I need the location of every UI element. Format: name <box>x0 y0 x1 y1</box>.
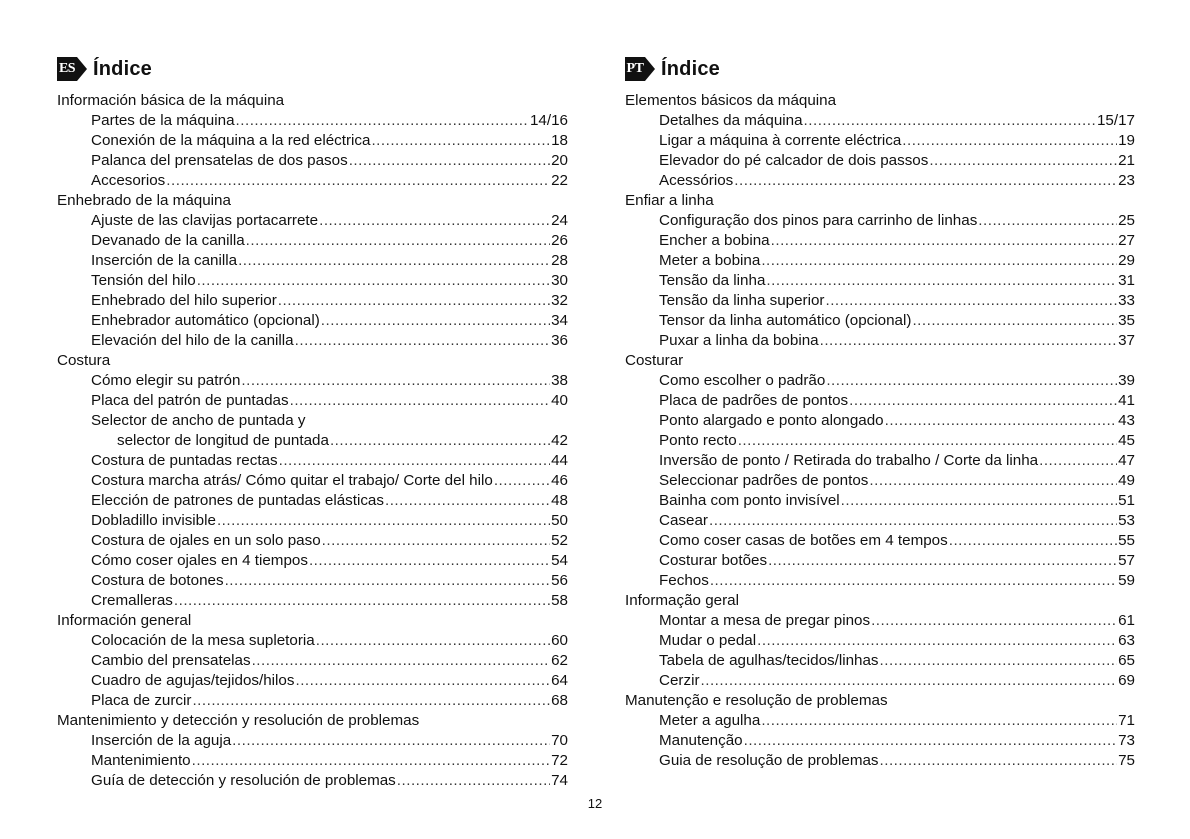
toc-entry <box>625 211 1135 231</box>
toc-entry-label: Costura de ojales en un solo paso <box>91 532 321 549</box>
toc-entry <box>57 491 568 511</box>
toc-dot-leader <box>869 471 1117 491</box>
toc-page-number: 42 <box>551 432 568 449</box>
toc-dot-leader <box>761 251 1117 271</box>
toc-page-number: 63 <box>1118 632 1135 649</box>
toc-entry <box>625 111 1135 131</box>
toc-page-number: 74 <box>551 772 568 789</box>
toc-dot-leader <box>757 631 1117 651</box>
toc-entry-label: Placa del patrón de puntadas <box>91 392 289 409</box>
toc-page-number: 75 <box>1118 752 1135 769</box>
toc-dot-leader <box>825 291 1117 311</box>
toc-entry <box>625 231 1135 251</box>
toc-entry <box>57 151 568 171</box>
toc-page-number: 43 <box>1118 412 1135 429</box>
toc-entry <box>57 731 568 751</box>
toc-dot-leader <box>885 411 1117 431</box>
toc-page-number: 69 <box>1118 672 1135 689</box>
toc-page-number: 45 <box>1118 432 1135 449</box>
toc-page-number: 15/17 <box>1096 112 1135 129</box>
toc-dot-leader <box>949 531 1117 551</box>
toc-entry-label: Conexión de la máquina a la red eléctrica <box>91 132 371 149</box>
toc-entry-label: Como escolher o padrão <box>659 372 826 389</box>
toc-entry <box>57 231 568 251</box>
toc-entry <box>57 571 568 591</box>
toc-page-number: 73 <box>1118 732 1135 749</box>
toc-entry-label: Tensión del hilo <box>91 272 196 289</box>
toc-dot-leader <box>322 531 550 551</box>
toc-entry-label: Bainha com ponto invisível <box>659 492 840 509</box>
toc-entry <box>57 371 568 391</box>
toc-page-number: 37 <box>1118 332 1135 349</box>
toc-entry <box>625 731 1135 751</box>
toc-dot-leader <box>709 511 1117 531</box>
toc-entry-label: Ajuste de las clavijas portacarrete <box>91 212 319 229</box>
toc-entry-label: Fechos <box>659 572 709 589</box>
toc-page-number: 60 <box>551 632 568 649</box>
toc-section-heading: Información básica de la máquina <box>57 92 285 109</box>
toc-entry <box>625 251 1135 271</box>
toc-entry-label: Cómo coser ojales en 4 tiempos <box>91 552 308 569</box>
toc-entry-label: Inversão de ponto / Retirada do trabalho / Corte da linha <box>659 452 1039 469</box>
toc-entry <box>625 311 1135 331</box>
toc-entry-label: Inserción de la aguja <box>91 732 232 749</box>
toc-section-heading: Costurar <box>625 352 684 369</box>
toc-entry <box>57 651 568 671</box>
toc-page-number: 40 <box>551 392 568 409</box>
toc-entry-label: Meter a agulha <box>659 712 761 729</box>
toc-entry <box>57 411 568 431</box>
toc-dot-leader <box>929 151 1117 171</box>
toc-dot-leader <box>321 311 550 331</box>
toc-entry <box>625 651 1135 671</box>
toc-entry-label: Colocación de la mesa supletoria <box>91 632 315 649</box>
toc-page-number: 47 <box>1118 452 1135 469</box>
toc-dot-leader <box>192 751 550 771</box>
toc-dot-leader <box>192 691 550 711</box>
toc-dot-leader <box>316 631 550 651</box>
toc-title-pt: Índice <box>661 57 720 80</box>
toc-section-heading: Mantenimiento y detección y resolución de problemas <box>57 712 420 729</box>
toc-entry-label: Cómo elegir su patrón <box>91 372 241 389</box>
toc-entry-label: Elevación del hilo de la canilla <box>91 332 294 349</box>
toc-page-number: 29 <box>1118 252 1135 269</box>
toc-entry-label: Enhebrado del hilo superior <box>91 292 277 309</box>
toc-dot-leader <box>225 571 551 591</box>
toc-entry <box>625 671 1135 691</box>
toc-dot-leader <box>761 711 1117 731</box>
toc-entry-label: Configuração dos pinos para carrinho de linhas <box>659 212 978 229</box>
toc-dot-leader <box>232 731 550 751</box>
toc-dot-leader <box>278 291 550 311</box>
toc-entry-label: Meter a bobina <box>659 252 761 269</box>
toc-page-number: 33 <box>1118 292 1135 309</box>
toc-dot-leader <box>174 591 550 611</box>
toc-entry-label: Palanca del prensatelas de dos pasos <box>91 152 348 169</box>
pt-language-badge: PT <box>625 57 645 81</box>
toc-entry-label: Mudar o pedal <box>659 632 757 649</box>
toc-page-number: 46 <box>551 472 568 489</box>
toc-page-number: 22 <box>551 172 568 189</box>
toc-dot-leader <box>744 731 1118 751</box>
toc-entry <box>57 291 568 311</box>
toc-entry-label: Ponto alargado e ponto alongado <box>659 412 884 429</box>
toc-page-number: 62 <box>551 652 568 669</box>
toc-page-number: 27 <box>1118 232 1135 249</box>
toc-entry-label: Montar a mesa de pregar pinos <box>659 612 871 629</box>
toc-page-number: 18 <box>551 132 568 149</box>
toc-entry-label: Detalhes da máquina <box>659 112 803 129</box>
toc-page-number: 32 <box>551 292 568 309</box>
toc-entry <box>625 551 1135 571</box>
toc-entry <box>57 311 568 331</box>
toc-page-number: 50 <box>551 512 568 529</box>
toc-entry <box>57 511 568 531</box>
toc-entry-label: Partes de la máquina <box>91 112 235 129</box>
toc-dot-leader <box>1039 451 1117 471</box>
toc-dot-leader <box>309 551 550 571</box>
toc-entry-label: Guia de resolução de problemas <box>659 752 879 769</box>
toc-dot-leader <box>246 231 550 251</box>
toc-list-pt <box>625 91 1135 771</box>
toc-title-es: Índice <box>93 57 152 80</box>
toc-dot-leader <box>734 171 1117 191</box>
toc-dot-leader <box>252 651 551 671</box>
toc-dot-leader <box>880 651 1118 671</box>
toc-entry-label: Tensor da linha automático (opcional) <box>659 312 912 329</box>
toc-entry-label: Placa de zurcir <box>91 692 192 709</box>
toc-dot-leader <box>349 151 550 171</box>
toc-entry-label: Seleccionar padrões de pontos <box>659 472 869 489</box>
toc-entry-label: Cambio del prensatelas <box>91 652 251 669</box>
toc-entry <box>625 131 1135 151</box>
toc-page-number: 68 <box>551 692 568 709</box>
toc-entry <box>625 451 1135 471</box>
toc-entry-label: Como coser casas de botões em 4 tempos <box>659 532 948 549</box>
toc-page-number: 52 <box>551 532 568 549</box>
toc-entry-label: Accesorios <box>91 172 166 189</box>
page-number: 12 <box>587 796 603 811</box>
toc-list-es <box>57 91 568 791</box>
toc-entry-label: Tensão da linha superior <box>659 292 825 309</box>
toc-dot-leader <box>166 171 550 191</box>
toc-entry <box>57 771 568 791</box>
toc-page-number: 14/16 <box>529 112 568 129</box>
toc-header-es <box>57 55 568 83</box>
toc-entry-label: Tabela de agulhas/tecidos/linhas <box>659 652 879 669</box>
toc-entry <box>57 591 568 611</box>
toc-entry-label: Encher a bobina <box>659 232 770 249</box>
toc-entry <box>57 631 568 651</box>
toc-entry <box>625 511 1135 531</box>
toc-dot-leader <box>295 331 550 351</box>
toc-entry <box>57 331 568 351</box>
toc-dot-leader <box>217 511 550 531</box>
toc-entry-label: Ligar a máquina à corrente eléctrica <box>659 132 902 149</box>
toc-dot-leader <box>771 231 1117 251</box>
toc-entry <box>57 391 568 411</box>
toc-entry-label: Cremalleras <box>91 592 173 609</box>
toc-entry-label: Puxar a linha da bobina <box>659 332 819 349</box>
toc-dot-leader <box>710 571 1117 591</box>
toc-entry <box>625 431 1135 451</box>
toc-page-number: 51 <box>1118 492 1135 509</box>
toc-entry-label: Costurar botões <box>659 552 768 569</box>
toc-dot-leader <box>290 391 551 411</box>
toc-entry <box>625 571 1135 591</box>
toc-section-heading: Informação geral <box>625 592 739 609</box>
toc-entry <box>625 331 1135 351</box>
toc-page-number: 59 <box>1118 572 1135 589</box>
toc-dot-leader <box>330 431 550 451</box>
toc-page-number: 20 <box>551 152 568 169</box>
toc-entry <box>625 271 1135 291</box>
toc-page-number: 48 <box>551 492 568 509</box>
toc-entry-label: Acessórios <box>659 172 734 189</box>
toc-section-heading: Enfiar a linha <box>625 192 714 209</box>
toc-page-number: 25 <box>1118 212 1135 229</box>
toc-page-number: 35 <box>1118 312 1135 329</box>
toc-dot-leader <box>804 111 1096 131</box>
toc-dot-leader <box>849 391 1117 411</box>
toc-page-number: 30 <box>551 272 568 289</box>
toc-page-number: 24 <box>551 212 568 229</box>
toc-entry-label: Ponto recto <box>659 432 737 449</box>
toc-page-number: 61 <box>1118 612 1135 629</box>
toc-dot-leader <box>279 451 551 471</box>
toc-entry-label: Devanado de la canilla <box>91 232 245 249</box>
toc-page-number: 36 <box>551 332 568 349</box>
toc-dot-leader <box>319 211 550 231</box>
toc-page-number: 58 <box>551 592 568 609</box>
toc-entry-label: Enhebrador automático (opcional) <box>91 312 320 329</box>
toc-dot-leader <box>241 371 550 391</box>
toc-page-number: 49 <box>1118 472 1135 489</box>
toc-dot-leader <box>841 491 1117 511</box>
toc-dot-leader <box>902 131 1117 151</box>
toc-page-number: 28 <box>551 252 568 269</box>
toc-page-number: 70 <box>551 732 568 749</box>
toc-dot-leader <box>880 751 1118 771</box>
toc-dot-leader <box>978 211 1117 231</box>
toc-entry-label: Elevador do pé calcador de dois passos <box>659 152 929 169</box>
toc-entry <box>625 411 1135 431</box>
toc-section-heading: Enhebrado de la máquina <box>57 192 231 209</box>
toc-entry <box>57 471 568 491</box>
toc-entry-label: Placa de padrões de pontos <box>659 392 849 409</box>
toc-section-heading: Costura <box>57 352 111 369</box>
toc-dot-leader <box>238 251 550 271</box>
toc-section-heading: Elementos básicos da máquina <box>625 92 837 109</box>
toc-column-es <box>57 55 568 791</box>
toc-dot-leader <box>766 271 1117 291</box>
toc-entry-label: Manutenção <box>659 732 743 749</box>
toc-entry <box>57 211 568 231</box>
toc-entry <box>57 271 568 291</box>
toc-entry-label: Elección de patrones de puntadas elásticas <box>91 492 384 509</box>
toc-entry <box>57 431 568 451</box>
toc-entry <box>57 691 568 711</box>
toc-entry-label: Selector de ancho de puntada y <box>91 412 306 429</box>
toc-entry <box>57 751 568 771</box>
toc-dot-leader <box>197 271 550 291</box>
toc-entry-label: Dobladillo invisible <box>91 512 216 529</box>
toc-dot-leader <box>385 491 550 511</box>
toc-dot-leader <box>738 431 1117 451</box>
toc-entry-label: Cerzir <box>659 672 700 689</box>
toc-section-heading: Manutenção e resolução de problemas <box>625 692 888 709</box>
toc-dot-leader <box>871 611 1117 631</box>
toc-entry-label: Costura de puntadas rectas <box>91 452 278 469</box>
toc-entry <box>625 531 1135 551</box>
toc-page-number: 44 <box>551 452 568 469</box>
toc-entry <box>625 151 1135 171</box>
toc-entry <box>57 251 568 271</box>
toc-entry-label: Cuadro de agujas/tejidos/hilos <box>91 672 295 689</box>
toc-dot-leader <box>768 551 1117 571</box>
toc-entry <box>625 371 1135 391</box>
toc-column-pt <box>625 55 1135 771</box>
toc-page-number: 39 <box>1118 372 1135 389</box>
toc-dot-leader <box>295 671 550 691</box>
toc-page-number: 31 <box>1118 272 1135 289</box>
toc-entry <box>625 491 1135 511</box>
toc-page-number: 21 <box>1118 152 1135 169</box>
toc-page-number: 53 <box>1118 512 1135 529</box>
toc-section-heading: Información general <box>57 612 192 629</box>
toc-page-number: 71 <box>1118 712 1135 729</box>
toc-entry-label: Costura marcha atrás/ Cómo quitar el trabajo/ Corte del hilo <box>91 472 493 489</box>
toc-page-number: 23 <box>1118 172 1135 189</box>
toc-entry <box>57 551 568 571</box>
toc-dot-leader <box>371 131 550 151</box>
toc-entry-label: Guía de detección y resolución de problemas <box>91 772 396 789</box>
toc-entry <box>625 711 1135 731</box>
toc-entry <box>625 631 1135 651</box>
toc-header-pt <box>625 55 1135 83</box>
toc-page-number: 72 <box>551 752 568 769</box>
toc-dot-leader <box>820 331 1118 351</box>
toc-page-number: 64 <box>551 672 568 689</box>
toc-dot-leader <box>701 671 1118 691</box>
toc-page-number: 19 <box>1118 132 1135 149</box>
toc-entry <box>57 171 568 191</box>
es-language-badge: ES <box>57 57 77 81</box>
toc-entry-label: Tensão da linha <box>659 272 766 289</box>
toc-page-number: 65 <box>1118 652 1135 669</box>
toc-page-number: 54 <box>551 552 568 569</box>
toc-entry <box>625 611 1135 631</box>
toc-entry-label: selector de longitud de puntada <box>117 432 329 449</box>
toc-entry-label: Inserción de la canilla <box>91 252 238 269</box>
toc-dot-leader <box>236 111 529 131</box>
toc-dot-leader <box>912 311 1117 331</box>
toc-dot-leader <box>494 471 550 491</box>
toc-page-number: 26 <box>551 232 568 249</box>
toc-dot-leader <box>826 371 1117 391</box>
toc-entry <box>57 671 568 691</box>
toc-entry-label: Costura de botones <box>91 572 224 589</box>
toc-entry <box>625 391 1135 411</box>
toc-entry <box>57 531 568 551</box>
toc-entry <box>57 111 568 131</box>
toc-entry <box>625 751 1135 771</box>
toc-entry <box>625 171 1135 191</box>
toc-page-number: 57 <box>1118 552 1135 569</box>
toc-page-number: 56 <box>551 572 568 589</box>
toc-entry <box>57 451 568 471</box>
toc-page-number: 34 <box>551 312 568 329</box>
toc-page-number: 38 <box>551 372 568 389</box>
toc-entry <box>625 291 1135 311</box>
toc-entry-label: Casear <box>659 512 708 529</box>
toc-entry-label: Mantenimiento <box>91 752 191 769</box>
toc-entry <box>57 131 568 151</box>
toc-entry <box>625 471 1135 491</box>
toc-dot-leader <box>397 771 550 791</box>
toc-page-number: 41 <box>1118 392 1135 409</box>
toc-page-number: 55 <box>1118 532 1135 549</box>
